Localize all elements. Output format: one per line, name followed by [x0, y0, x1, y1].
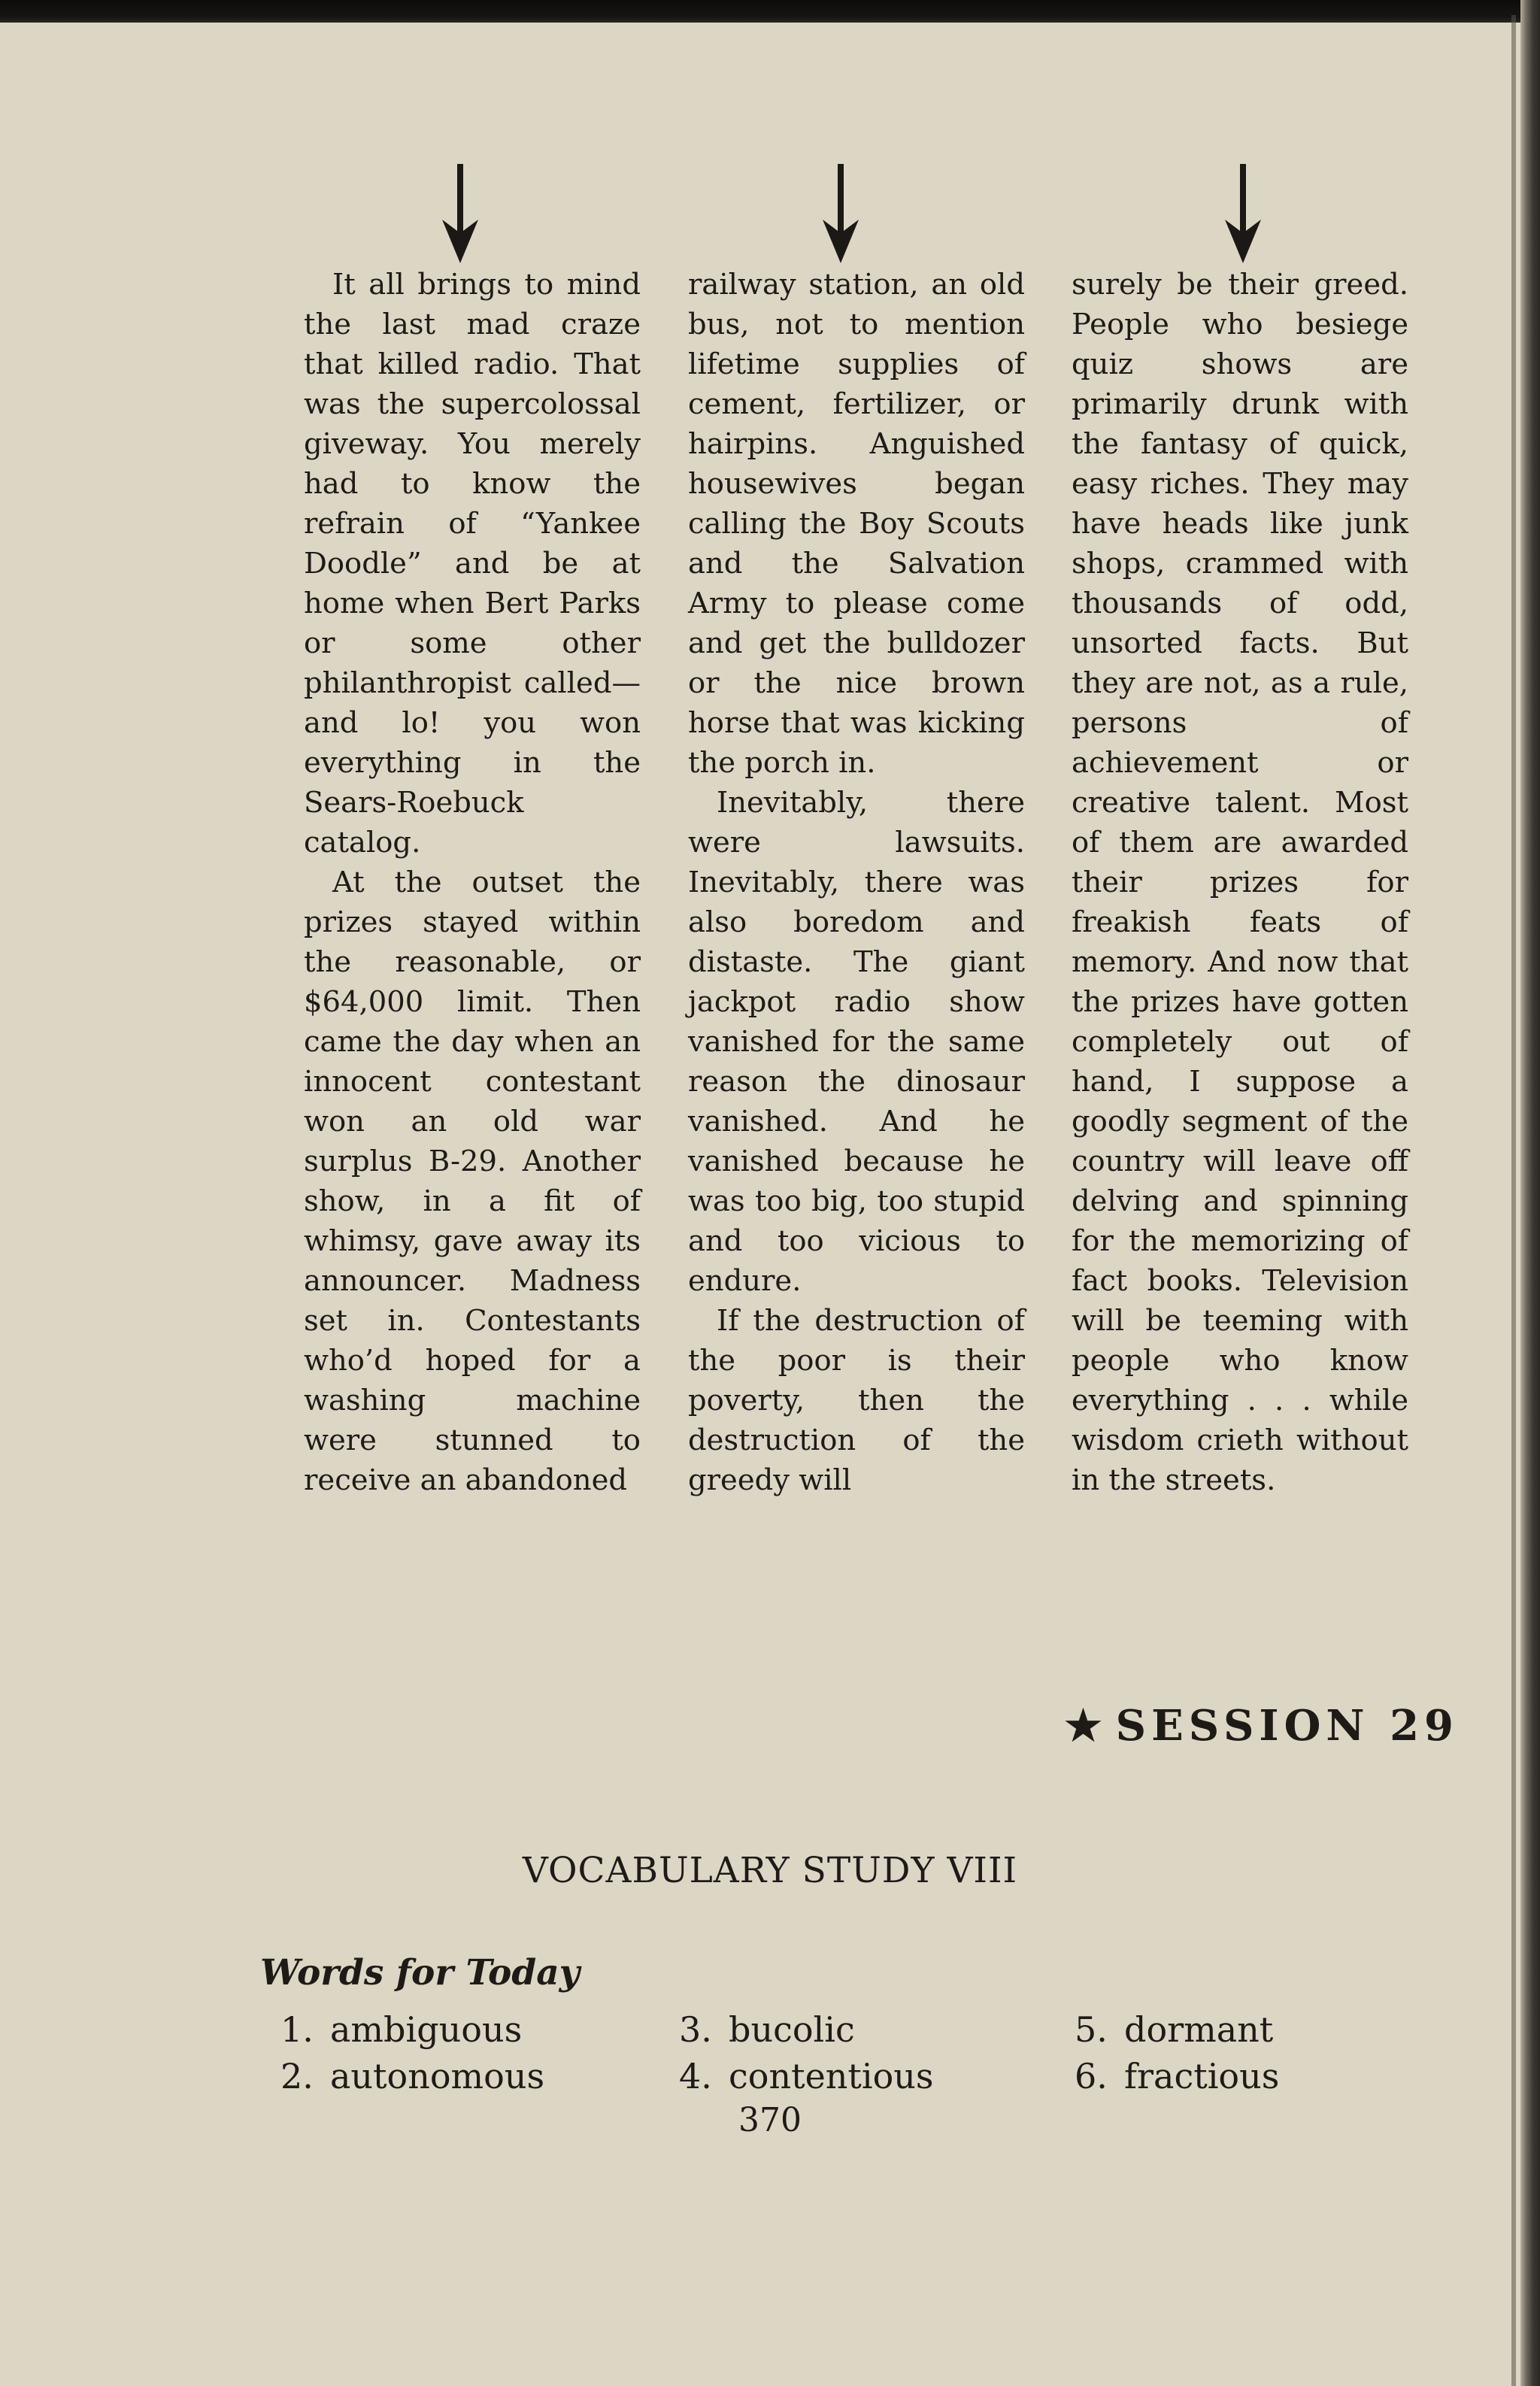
words-heading: Words for Today [260, 1952, 580, 1993]
word-list-column-3 [1075, 2006, 1279, 2099]
word: dormant [1124, 2009, 1274, 2050]
down-arrow-icon [439, 164, 481, 263]
page-number: 370 [738, 2101, 802, 2139]
word-number: 2. [280, 2056, 314, 2096]
word-number: 6. [1075, 2056, 1108, 2096]
word-list-column-1 [280, 2006, 544, 2099]
down-arrow-icon [1222, 164, 1264, 263]
page-right-edge [1520, 0, 1540, 2386]
paragraph: railway station, an old bus, not to mention lifetime supplies of cement, fertilizer, or hairpins. Anguished housewives began calling the Boy Scouts and the Salvation Army to please come and get the bulldozer or the nice brown horse that was kicking the porch in. [688, 268, 1025, 780]
word-item [679, 2006, 934, 2053]
text-column-2 [688, 265, 1025, 1500]
section-title: VOCABULARY STUDY VIII [522, 1850, 1018, 1891]
paragraph: At the outset the prizes stayed within the reasonable, or $64,000 limit. Then came the day when an innocent contestant won an old war surplus B-29. Another show, in a fit of whimsy, gave away its announcer. Madness set in. Contestants who’d hoped for a washing machine were stunned to receive an abandoned [304, 866, 641, 1497]
word: fractious [1124, 2056, 1280, 2096]
word-number: 1. [280, 2009, 314, 2050]
book-spine-shadow [1511, 15, 1516, 2386]
paragraph: It all brings to mind the last mad craze that killed radio. That was the supercolossal giveway. You merely had to know the refrain of “Yankee Doodle” and be at home when Bert Parks or some other philanthropist called—and lo! you won everything in the Sears-Roebuck catalog. [304, 268, 641, 860]
word: contentious [729, 2056, 934, 2096]
word-list-column-2 [679, 2006, 934, 2099]
paragraph: Inevitably, there were lawsuits. Inevitably, there was also boredom and distaste. The giant jackpot radio show vanished for the same reason the dinosaur vanished. And he vanished because he was too big, too stupid and too vicious to endure. [688, 786, 1025, 1298]
word: bucolic [729, 2009, 855, 2050]
word-item [679, 2053, 934, 2099]
star-icon: ★ [1064, 1701, 1102, 1751]
word-item [1075, 2053, 1279, 2099]
paragraph: If the destruction of the poor is their poverty, then the destruction of the greedy will [688, 1304, 1025, 1497]
down-arrow-icon [820, 164, 862, 263]
word-item [280, 2053, 544, 2099]
text-column-3 [1072, 265, 1408, 1500]
word: ambiguous [330, 2009, 523, 2050]
word-number: 4. [679, 2056, 712, 2096]
session-label: SESSION 29 [1115, 1701, 1459, 1751]
text-column-1 [304, 265, 641, 1500]
page-top-edge [0, 0, 1540, 23]
word-item [1075, 2006, 1279, 2053]
word-number: 5. [1075, 2009, 1108, 2050]
word: autonomous [330, 2056, 545, 2096]
session-heading [1053, 1701, 1459, 1751]
word-number: 3. [679, 2009, 712, 2050]
paragraph: surely be their greed. People who besiege quiz shows are primarily drunk with the fantasy of quick, easy riches. They may have heads like junk shops, crammed with thousands of odd, unsorted facts. But they are not, as a rule, persons of achievement or creative talent. Most of them are awarded their prizes for freakish feats of memory. And now that the prizes have gotten completely out of hand, I suppose a goodly segment of the country will leave off delving and spinning for the memorizing of fact books. Television will be teeming with people who know everything . . . while wisdom crieth without in the streets. [1072, 268, 1408, 1497]
word-item [280, 2006, 544, 2053]
